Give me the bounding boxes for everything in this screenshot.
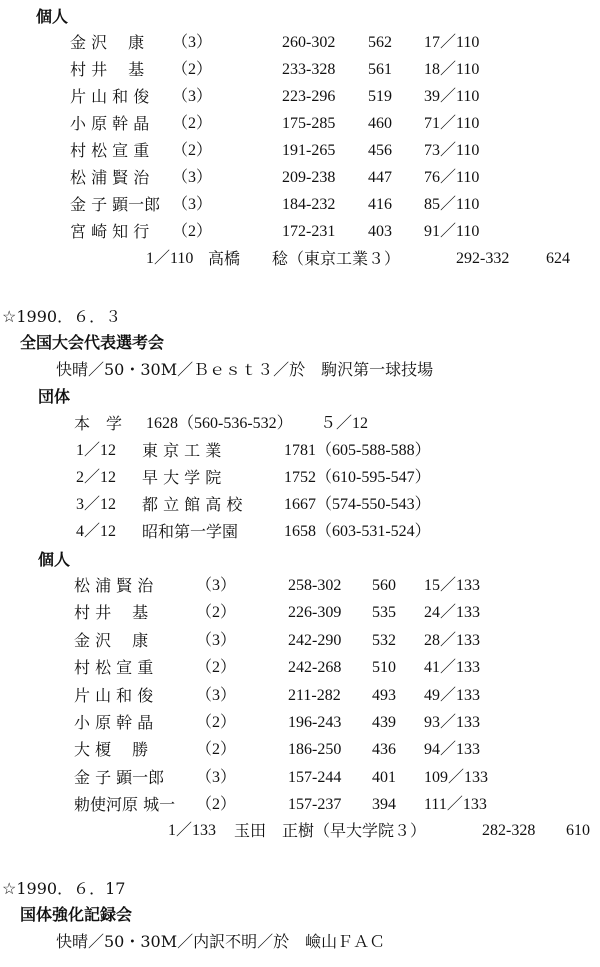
cell-rank: 39／110 bbox=[424, 88, 480, 105]
cell-total: 447 bbox=[368, 169, 392, 186]
cell-rank: 18／110 bbox=[424, 61, 480, 78]
cell-name: 金 沢 康 bbox=[74, 630, 149, 650]
cell-rank: 91／110 bbox=[424, 223, 480, 240]
cell-rank: 85／110 bbox=[424, 196, 480, 213]
cell-range: 223-296 bbox=[282, 88, 336, 105]
cell-total: 439 bbox=[372, 714, 396, 731]
cell-name: 宮 崎 知 行 bbox=[70, 222, 150, 241]
cell-name: 村 松 宣 重 bbox=[70, 141, 150, 160]
team-label: 団体 bbox=[38, 387, 71, 406]
cell-range: 242-290 bbox=[288, 631, 342, 649]
top-rank: 1／133 bbox=[168, 822, 217, 839]
cell-name: 小 原 幹 晶 bbox=[74, 713, 154, 732]
cell-grade: （3） bbox=[196, 768, 237, 786]
cell-range: 196-243 bbox=[288, 714, 342, 731]
cell-total: 510 bbox=[372, 659, 396, 677]
cell-rank: 94／133 bbox=[424, 741, 481, 759]
cell-total: 561 bbox=[368, 61, 392, 78]
cell-total: 562 bbox=[368, 34, 392, 51]
cell-rank: 76／110 bbox=[424, 169, 480, 186]
cell-range: 191-265 bbox=[282, 142, 336, 159]
cell-score: 1667（574-550-543） bbox=[284, 496, 431, 513]
cell-total: 401 bbox=[372, 768, 396, 786]
cell-name: 松 浦 賢 治 bbox=[74, 576, 154, 595]
cell-range: 157-244 bbox=[288, 768, 342, 786]
cell-grade: （2） bbox=[172, 61, 213, 78]
cell-range: 172-231 bbox=[282, 223, 336, 240]
cell-name: 片 山 和 俊 bbox=[70, 87, 150, 106]
cell-rank: 111／133 bbox=[424, 796, 487, 814]
cell-grade: （3） bbox=[196, 686, 237, 704]
event-date-2: ☆1990．６．３ bbox=[2, 307, 122, 326]
cell-range: 211-282 bbox=[288, 686, 341, 704]
cell-rank: 17／110 bbox=[424, 34, 480, 51]
cell-name: 小 原 幹 晶 bbox=[70, 114, 150, 133]
cell-rank: 49／133 bbox=[424, 686, 481, 704]
cell-range: 242-268 bbox=[288, 659, 342, 677]
cell-school: 早 大 学 院 bbox=[142, 468, 222, 487]
cell-grade: （3） bbox=[172, 88, 213, 105]
cell-grade: （3） bbox=[172, 169, 213, 186]
cell-rank: 71／110 bbox=[424, 115, 480, 132]
own-rank: ５／12 bbox=[320, 415, 369, 432]
top-name: 高橋 稔（東京工業３） bbox=[208, 249, 401, 268]
cell-range: 175-285 bbox=[282, 115, 336, 132]
cell-rank: 93／133 bbox=[424, 714, 481, 731]
cell-name: 大 榎 勝 bbox=[74, 740, 149, 760]
cell-rank: 3／12 bbox=[76, 496, 117, 513]
cell-rank: 28／133 bbox=[424, 631, 481, 649]
cell-grade: （3） bbox=[172, 34, 213, 51]
cell-name: 村 井 基 bbox=[70, 60, 145, 79]
cell-score: 1781（605-588-588） bbox=[284, 442, 431, 459]
own-school: 本 学 bbox=[74, 414, 123, 433]
top-rank: 1／110 bbox=[146, 250, 194, 267]
cell-rank: 2／12 bbox=[76, 469, 117, 486]
cell-total: 535 bbox=[372, 604, 396, 622]
cell-rank: 4／12 bbox=[76, 523, 117, 540]
cell-name: 村 松 宣 重 bbox=[74, 658, 154, 678]
top-total: 610 bbox=[566, 822, 590, 839]
cell-grade: （2） bbox=[196, 741, 237, 759]
top-range: 282-328 bbox=[482, 822, 536, 839]
cell-range: 209-238 bbox=[282, 169, 336, 186]
top-range: 292-332 bbox=[456, 250, 510, 267]
cell-grade: （2） bbox=[172, 115, 213, 132]
cell-grade: （3） bbox=[172, 196, 213, 213]
cell-rank: 41／133 bbox=[424, 659, 481, 677]
cell-total: 532 bbox=[372, 631, 396, 649]
cell-total: 560 bbox=[372, 577, 396, 594]
cell-school: 東 京 工 業 bbox=[142, 441, 222, 460]
cell-range: 233-328 bbox=[282, 61, 336, 78]
cell-rank: 1／12 bbox=[76, 442, 117, 459]
cell-total: 460 bbox=[368, 115, 392, 132]
cell-grade: （2） bbox=[196, 604, 237, 622]
cell-total: 403 bbox=[368, 223, 392, 240]
cell-range: 184-232 bbox=[282, 196, 336, 213]
cell-total: 394 bbox=[372, 796, 396, 814]
cell-total: 456 bbox=[368, 142, 392, 159]
cell-range: 186-250 bbox=[288, 741, 342, 759]
cell-grade: （3） bbox=[196, 577, 237, 594]
individual-label-1: 個人 bbox=[36, 7, 69, 26]
cell-range: 157-237 bbox=[288, 796, 342, 814]
cell-total: 519 bbox=[368, 88, 392, 105]
cell-grade: （2） bbox=[196, 659, 237, 677]
top-total: 624 bbox=[546, 250, 570, 267]
cell-name: 金 子 顕一郎 bbox=[74, 767, 165, 787]
event-date-3: ☆1990．６．17 bbox=[2, 879, 126, 898]
cell-grade: （3） bbox=[196, 631, 237, 649]
cell-grade: （2） bbox=[172, 142, 213, 159]
cell-name: 勅使河原 城一 bbox=[74, 795, 176, 815]
top-name: 玉田 正樹（早大学院３） bbox=[234, 821, 427, 840]
event-conditions-2: 快晴／50・30M／Ｂｅｓｔ３／於 駒沢第一球技場 bbox=[56, 360, 434, 379]
cell-range: 258-302 bbox=[288, 577, 342, 594]
cell-score: 1658（603-531-524） bbox=[284, 523, 431, 540]
cell-name: 片 山 和 俊 bbox=[74, 685, 154, 705]
cell-rank: 73／110 bbox=[424, 142, 480, 159]
cell-score: 1752（610-595-547） bbox=[284, 469, 431, 486]
cell-range: 260-302 bbox=[282, 34, 336, 51]
individual-label-2: 個人 bbox=[38, 550, 71, 569]
cell-total: 436 bbox=[372, 741, 396, 759]
cell-name: 松 浦 賢 治 bbox=[70, 168, 150, 187]
cell-name: 金 子 顕一郎 bbox=[70, 195, 161, 214]
event-title-3: 国体強化記録会 bbox=[20, 905, 133, 924]
cell-total: 493 bbox=[372, 686, 396, 704]
cell-school: 都 立 館 高 校 bbox=[142, 495, 243, 514]
cell-name: 金 沢 康 bbox=[70, 33, 145, 52]
event-title-2: 全国大会代表選考会 bbox=[20, 333, 165, 352]
cell-range: 226-309 bbox=[288, 604, 342, 622]
cell-grade: （2） bbox=[196, 714, 237, 731]
cell-school: 昭和第一学園 bbox=[142, 522, 239, 541]
cell-total: 416 bbox=[368, 196, 392, 213]
cell-rank: 109／133 bbox=[424, 768, 489, 786]
cell-rank: 24／133 bbox=[424, 604, 481, 622]
cell-rank: 15／133 bbox=[424, 577, 481, 594]
cell-grade: （2） bbox=[172, 223, 213, 240]
event-conditions-3: 快晴／50・30M／内訳不明／於 嶮山ＦＡＣ bbox=[56, 932, 386, 951]
cell-grade: （2） bbox=[196, 796, 237, 814]
cell-name: 村 井 基 bbox=[74, 603, 149, 623]
own-score: 1628（560-536-532） bbox=[146, 415, 293, 432]
